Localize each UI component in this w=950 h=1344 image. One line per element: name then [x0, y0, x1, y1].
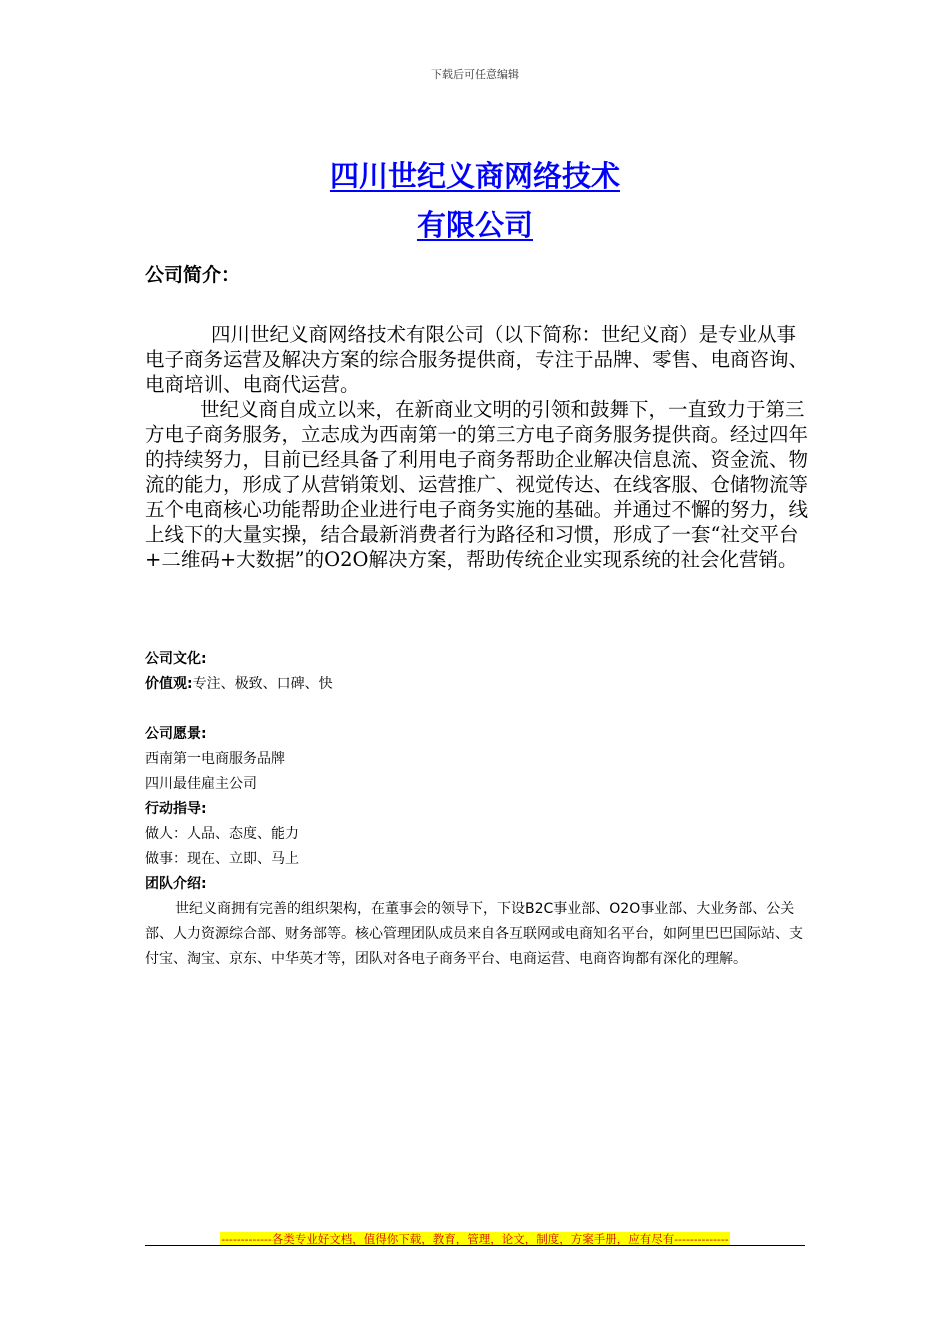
- vision-item-1: 西南第一电商服务品牌: [145, 751, 285, 767]
- action-item-2: 做事：现在、立即、马上: [145, 851, 299, 867]
- intro-body: [145, 322, 813, 572]
- team-heading: 团队介绍:: [145, 876, 207, 892]
- values-text: 专注、极致、口碑、快: [192, 676, 333, 692]
- footer-divider: [145, 1245, 805, 1246]
- intro-heading: 公司简介：: [145, 264, 241, 286]
- culture-section: [145, 647, 810, 697]
- vision-section: [145, 722, 810, 972]
- intro-paragraph-1: 四川世纪义商网络技术有限公司（以下简称：世纪义商）是专业从事电子商务运营及解决方案的综合服务提供商，专注于品牌、零售、电商咨询、电商培训、电商代运营。: [145, 323, 809, 396]
- footer-banner-text: -------------各类专业好文档，值得你下载，教育，管理，论文，制度，方案手册，应有尽有--------------: [221, 1232, 729, 1246]
- action-item-1: 做人：人品、态度、能力: [145, 826, 299, 842]
- vision-item-2: 四川最佳雇主公司: [145, 776, 257, 792]
- team-text: 世纪义商拥有完善的组织架构，在董事会的领导下，下设B2C事业部、O2O事业部、大业务部、公关部、人力资源综合部、财务部等。核心管理团队成员来自各互联网或电商知名平台，如阿里巴巴国际站、支付宝、淘宝、京东、中华英才等，团队对各电子商务平台、电商运营、电商咨询都有深化的理解。: [145, 901, 803, 967]
- document-title-line1[interactable]: 四川世纪义商网络技术: [329, 159, 620, 193]
- values-label: 价值观:: [145, 676, 193, 692]
- vision-heading: 公司愿景:: [145, 726, 207, 742]
- intro-paragraph-2: 世纪义商自成立以来，在新商业文明的引领和鼓舞下，一直致力于第三方电子商务服务，立志成为西南第一的第三方电子商务服务提供商。经过四年的持续努力，目前已经具备了利用电子商务帮助企业解决信息流、资金流、物流的能力，形成了从营销策划、运营推广、视觉传达、在线客服、仓储物流等五个电商核心功能帮助企业进行电子商务实施的基础。并通过不懈的努力，线上线下的大量实操，结合最新消费者行为路径和习惯，形成了一套“社交平台+二维码+大数据”的O2O解决方案，帮助传统企业实现系统的社会化营销。: [145, 398, 809, 571]
- culture-heading: 公司文化:: [145, 651, 207, 667]
- header-note: 下载后可任意编辑: [431, 68, 519, 81]
- action-heading: 行动指导:: [145, 801, 207, 817]
- document-title-line2[interactable]: 有限公司: [416, 208, 533, 242]
